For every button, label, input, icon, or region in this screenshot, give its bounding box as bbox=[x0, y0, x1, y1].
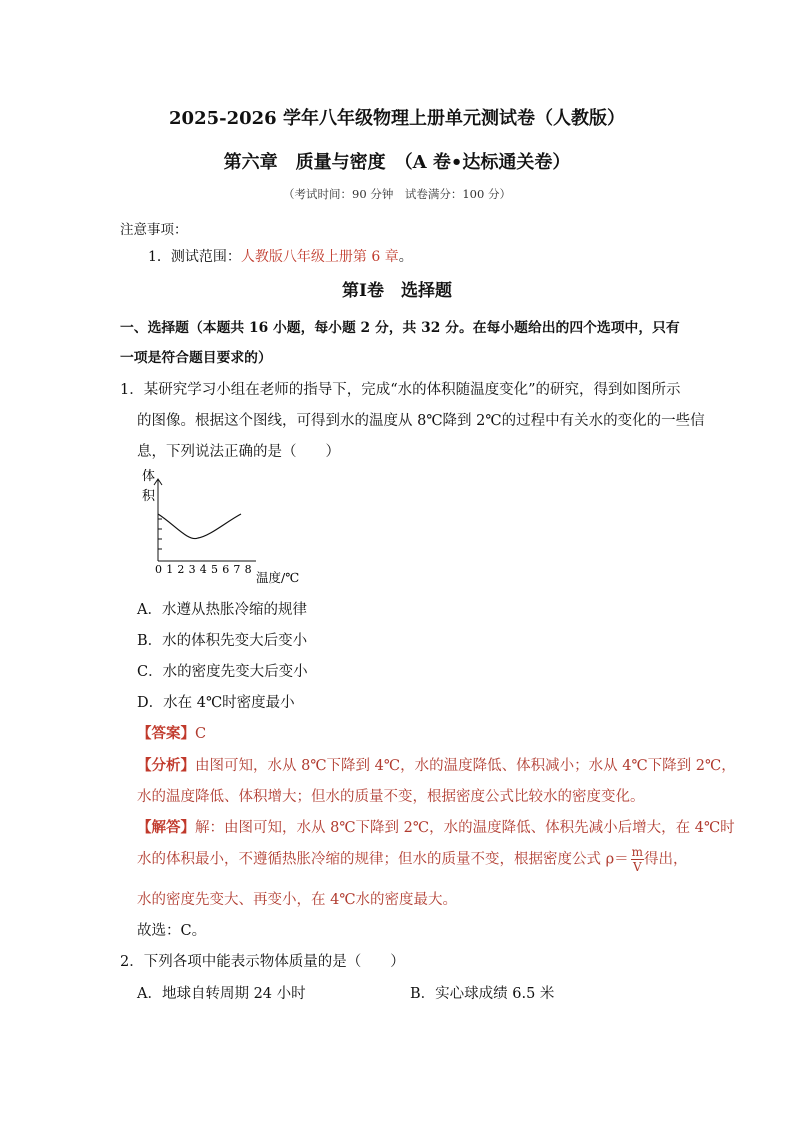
analysis-label: 【分析】 bbox=[137, 757, 195, 774]
graph-x-tick-label: 1 bbox=[166, 563, 174, 576]
graph-volume-curve bbox=[158, 514, 241, 539]
q1-option-a: A．水遵从热胀冷缩的规律 bbox=[137, 602, 307, 618]
q1-solution-line-1 bbox=[137, 816, 735, 837]
notes-item-1-prefix: 1．测试范围： bbox=[148, 249, 241, 265]
graph-x-label: 温度/℃ bbox=[256, 570, 300, 585]
analysis-text-1: 由图可知，水从 8℃下降到 4℃，水的温度降低、体积减小；水从 4℃下降到 2℃， bbox=[195, 758, 736, 774]
answer-label: 【答案】 bbox=[137, 725, 195, 742]
answer-value: C bbox=[195, 726, 207, 742]
q1-stem-line-3: 息，下列说法正确的是（ ） bbox=[137, 444, 340, 460]
graph-y-label-bottom: 积 bbox=[142, 489, 156, 504]
q1-stem-line-1: 1．某研究学习小组在老师的指导下，完成“水的体积随温度变化”的研究，得到如图所示 bbox=[120, 382, 681, 398]
solution-text-2b: 得出， bbox=[644, 851, 688, 868]
notes-item-1 bbox=[148, 246, 413, 266]
section-instructions-line-1: 一、选择题（本题共 16 小题，每小题 2 分，共 32 分。在每小题给出的四个选项中，只有 bbox=[120, 320, 680, 336]
notes-item-1-range: 人教版八年级上册第 6 章 bbox=[240, 249, 399, 265]
graph-x-tick-label: 2 bbox=[177, 563, 185, 576]
q1-option-c: C．水的密度先变大后变小 bbox=[137, 664, 308, 680]
q2-option-b: B．实心球成绩 6.5 米 bbox=[410, 986, 555, 1002]
q1-option-d: D．水在 4℃时密度最小 bbox=[137, 695, 295, 711]
q1-solution-line-2 bbox=[137, 846, 688, 873]
volume-temperature-graph bbox=[138, 462, 318, 586]
graph-x-tick-label: 4 bbox=[199, 563, 207, 576]
section-title: 第Ⅰ卷 选择题 bbox=[342, 281, 452, 301]
q1-analysis-line-2: 水的温度降低、体积增大；但水的质量不变，根据密度公式比较水的密度变化。 bbox=[137, 789, 645, 805]
formula-denominator: V bbox=[633, 860, 642, 874]
solution-label: 【解答】 bbox=[137, 819, 195, 836]
graph-x-tick-label: 7 bbox=[233, 563, 241, 576]
q1-answer bbox=[137, 722, 206, 743]
q1-stem-line-2: 的图像。根据这个图线，可得到水的温度从 8℃降到 2℃的过程中有关水的变化的一些信 bbox=[137, 413, 705, 429]
q1-solution-line-3: 水的密度先变大、再变小，在 4℃水的密度最大。 bbox=[137, 892, 458, 908]
graph-x-tick-label: 3 bbox=[188, 563, 196, 576]
graph-x-tick-label: 8 bbox=[244, 563, 252, 576]
solution-text-2a: 水的体积最小，不遵循热胀冷缩的规律；但水的质量不变，根据密度公式 ρ＝ bbox=[137, 851, 629, 868]
graph-x-tick-label: 5 bbox=[211, 563, 218, 576]
section-instructions-line-2: 一项是符合题目要求的） bbox=[120, 350, 272, 366]
notes-heading: 注意事项： bbox=[120, 222, 188, 238]
graph-x-tick-label: 6 bbox=[222, 563, 230, 576]
graph-y-label-top: 体 bbox=[142, 469, 156, 484]
exam-info: （考试时间：90 分钟 试卷满分：100 分） bbox=[283, 187, 511, 201]
graph-x-tick-labels bbox=[155, 563, 252, 576]
q1-conclusion: 故选：C。 bbox=[137, 923, 207, 939]
q1-option-b: B．水的体积先变大后变小 bbox=[137, 633, 308, 649]
q2-stem: 2．下列各项中能表示物体质量的是（ ） bbox=[120, 954, 405, 970]
graph-x-tick-label: 0 bbox=[155, 563, 162, 576]
q1-analysis-line-1 bbox=[137, 754, 736, 775]
chapter-subtitle: 第六章 质量与密度 （A 卷•达标通关卷） bbox=[223, 152, 571, 173]
notes-item-1-suffix: 。 bbox=[398, 249, 413, 265]
q2-option-a: A．地球自转周期 24 小时 bbox=[137, 986, 306, 1002]
formula-numerator: m bbox=[631, 845, 644, 859]
solution-text-1: 解：由图可知，水从 8℃下降到 2℃，水的温度降低、体积先减小后增大，在 4℃时 bbox=[195, 820, 735, 836]
density-formula-fraction bbox=[631, 846, 644, 873]
exam-title: 2025-2026 学年八年级物理上册单元测试卷（人教版） bbox=[169, 108, 625, 129]
